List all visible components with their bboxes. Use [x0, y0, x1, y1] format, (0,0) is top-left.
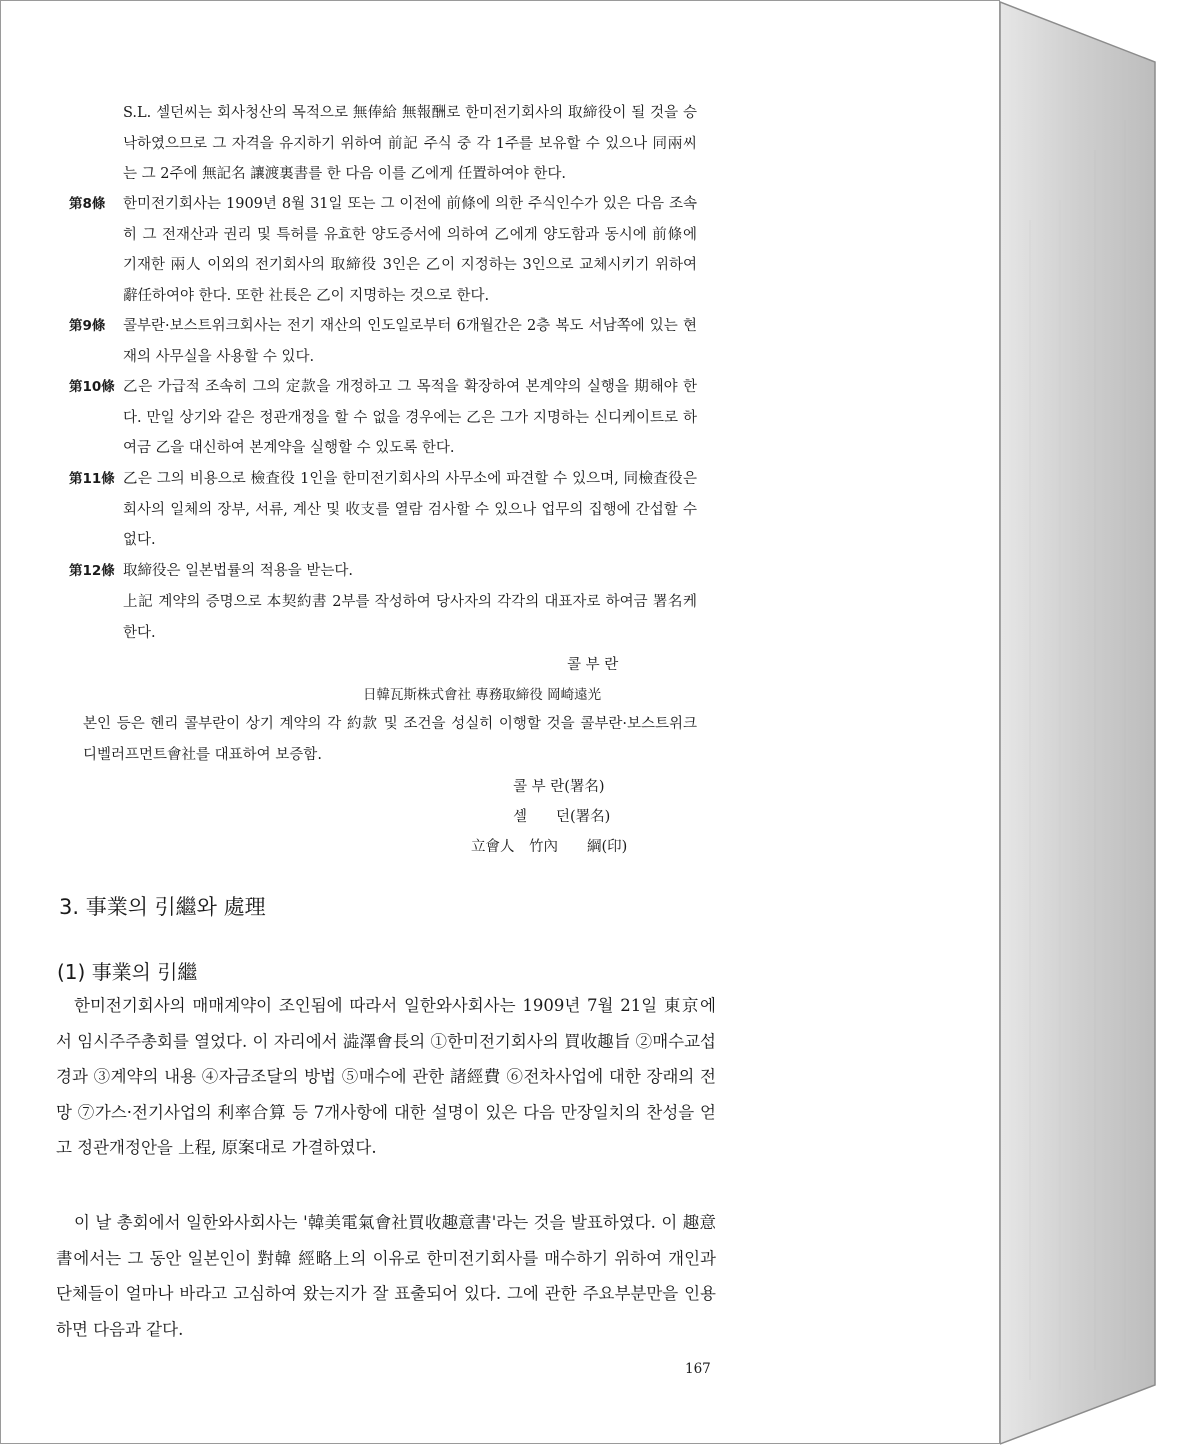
- article-label: 第10條: [69, 379, 115, 395]
- signer-name: 콜 부 란: [567, 657, 619, 673]
- page-number: 167: [685, 1361, 711, 1377]
- signature-line: 콜 부 란(署名): [513, 779, 605, 795]
- article-label: 第12條: [69, 563, 115, 579]
- article-8: [69, 189, 697, 311]
- sub-heading: (1) 事業의 引繼: [57, 960, 198, 984]
- article-11: [69, 464, 697, 556]
- article-label: 第8條: [69, 196, 106, 212]
- signer-company: 日韓瓦斯株式會社 專務取締役 岡崎遠光: [363, 687, 602, 703]
- signature-line: 立會人 竹內 綱(印): [471, 839, 628, 855]
- article-label: 第11條: [69, 471, 115, 487]
- article-12: [69, 556, 697, 587]
- closing-statement: 上記 계약의 증명으로 本契約書 2부를 작성하여 당사자의 각각의 대표자로 하여금 署名케 한다.: [123, 594, 697, 641]
- article-text: 콜부란·보스트위크회사는 전기 재산의 인도일로부터 6개월간은 2층 복도 서남쪽에 있는 현재의 사무실을 사용할 수 있다.: [123, 318, 697, 365]
- article-label: 第9條: [69, 318, 106, 334]
- book-edge-decoration: [1000, 0, 1195, 1446]
- signature-line: 셀 던(署名): [513, 809, 611, 825]
- article-9: [69, 311, 697, 372]
- article-text: 한미전기회사는 1909년 8월 31일 또는 그 이전에 前條에 의한 주식인수가 있은 다음 조속히 그 전재산과 권리 및 특허를 유효한 양도증서에 의하여 乙에게 양도함과 동시에 前條에 기재한 兩人 이외의 전기회사의 取締役 3인은 乙이 지정하는 3인으로 교체시키기 위하여 辭任하여야 한다. 또한 社長은 乙이 지명하는 것으로 한다.: [123, 196, 697, 304]
- article-text: 乙은 그의 비용으로 檢査役 1인을 한미전기회사의 사무소에 파견할 수 있으며, 同檢査役은 회사의 일체의 장부, 서류, 계산 및 收支를 열람 검사할 수 있으나 업무의 집행에 간섭할 수 없다.: [123, 471, 697, 548]
- clause-intro: S.L. 셀던씨는 회사청산의 목적으로 無俸給 無報酬로 한미전기회사의 取締役이 될 것을 승낙하였으므로 그 자격을 유지하기 위하여 前記 주식 중 각 1주를 보유할 수 있으나 同兩씨는 그 2주에 無記名 讓渡裏書를 한 다음 이를 乙에게 任置하여야 한다.: [123, 105, 697, 182]
- guarantee-statement: 본인 등은 헨리 콜부란이 상기 계약의 각 約款 및 조건을 성실히 이행할 것을 콜부란·보스트위크 디벨러프먼트會社를 대표하여 보증함.: [83, 716, 697, 763]
- paragraph: 한미전기회사의 매매계약이 조인됨에 따라서 일한와사회사는 1909년 7월 21일 東京에서 임시주주총회를 열었다. 이 자리에서 澁澤會長의 ①한미전기회사의 買收趣旨 ②매수교섭경과 ③계약의 내용 ④자금조달의 방법 ⑤매수에 관한 諸經費 ⑥전차사업에 대한 장래의 전망 ⑦가스·전기사업의 利率合算 등 7개사항에 대한 설명이 있은 다음 만장일치의 찬성을 얻고 정관개정안을 上程, 原案대로 가결하였다.: [56, 996, 716, 1157]
- section-heading: 3. 事業의 引繼와 處理: [59, 895, 266, 919]
- paragraph: 이 날 총회에서 일한와사회사는 '韓美電氣會社買收趣意書'라는 것을 발표하였다. 이 趣意書에서는 그 동안 일본인이 對韓 經略上의 이유로 한미전기회사를 매수하기 위하여 개인과 단체들이 얼마나 바라고 고심하여 왔는지가 잘 표출되어 있다. 그에 관한 주요부분만을 인용하면 다음과 같다.: [56, 1213, 716, 1339]
- article-10: [69, 372, 697, 464]
- article-text: 取締役은 일본법률의 적용을 받는다.: [123, 563, 354, 579]
- article-text: 乙은 가급적 조속히 그의 定款을 개정하고 그 목적을 확장하여 본계약의 실행을 期해야 한다. 만일 상기와 같은 정관개정을 할 수 없을 경우에는 乙은 그가 지명하는 신디케이트로 하여금 乙을 대신하여 본계약을 실행할 수 있도록 한다.: [123, 379, 697, 456]
